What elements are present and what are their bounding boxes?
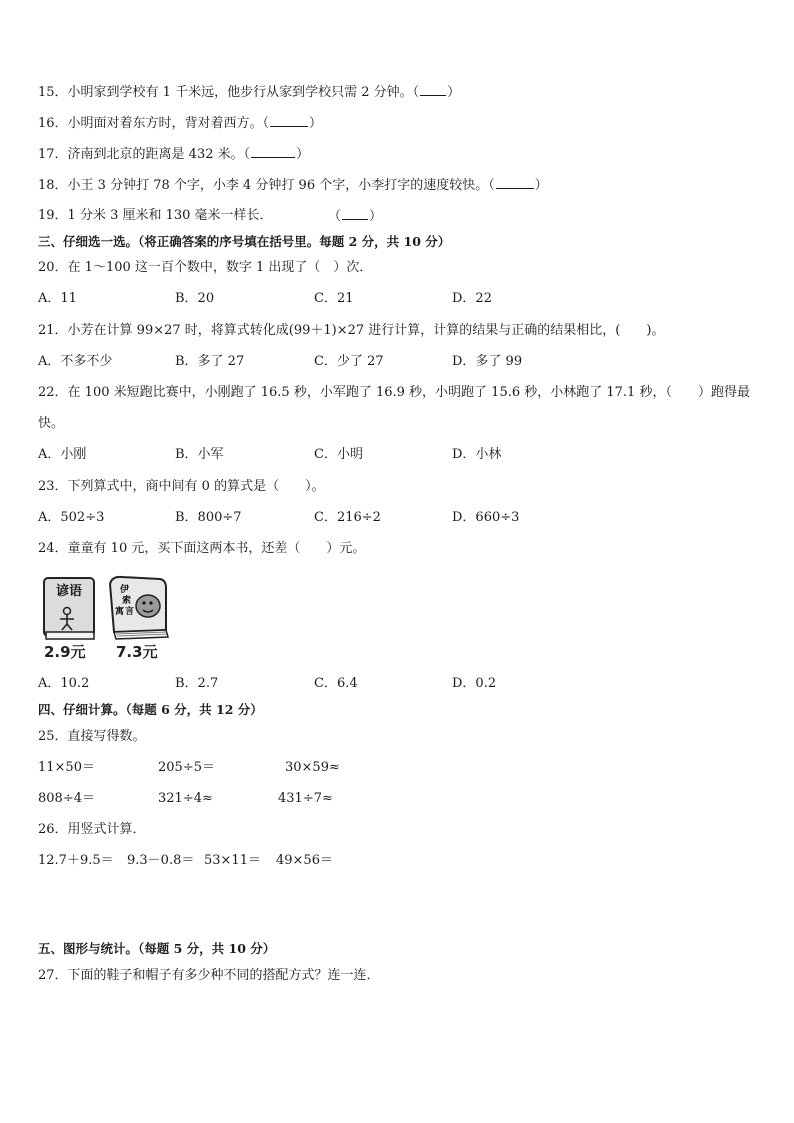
calc-item: 205÷5＝ xyxy=(158,760,215,775)
q22-option-b[interactable]: B．小军 xyxy=(175,447,224,462)
question-18-text: 18．小王 3 分钟打 78 个字，小李 4 分钟打 96 个字，小李打字的速度较快。（ xyxy=(38,178,495,193)
question-23-text: 23．下列算式中，商中间有 0 的算式是（ ）。 xyxy=(38,479,325,494)
books-illustration xyxy=(42,574,172,662)
section-4-title: 四、仔细计算。（每题 6 分，共 12 分） xyxy=(38,702,263,717)
q22-option-c[interactable]: C．小明 xyxy=(314,447,363,462)
q24-option-b[interactable]: B．2.7 xyxy=(175,676,219,691)
opening-paren: （ xyxy=(328,209,342,224)
section-3-title: 三、仔细选一选。（将正确答案的序号填在括号里。每题 2 分，共 10 分） xyxy=(38,234,451,249)
q21-option-d[interactable]: D．多了 99 xyxy=(452,354,523,369)
calc-item: 808÷4＝ xyxy=(38,791,95,806)
q24-option-c[interactable]: C．6.4 xyxy=(314,676,358,691)
book-aesop-fables-icon xyxy=(110,577,168,639)
answer-blank[interactable] xyxy=(342,208,368,220)
q21-option-a[interactable]: A．不多不少 xyxy=(38,354,113,369)
q20-option-c[interactable]: C．21 xyxy=(314,291,354,306)
book-2-title-char-2: 索 xyxy=(122,596,132,606)
q20-option-b[interactable]: B．20 xyxy=(175,291,215,306)
question-20-text: 20．在 1～100 这一百个数中，数字 1 出现了（ ）次． xyxy=(38,260,373,275)
question-16 xyxy=(38,115,322,132)
closing-paren: ） xyxy=(369,209,383,224)
calc-item: 30×59≈ xyxy=(285,760,340,775)
vertical-calc-item: 53×11＝ xyxy=(204,853,261,868)
q20-option-d[interactable]: D．22 xyxy=(452,291,492,306)
question-16-text: 16．小明面对着东方时，背对着西方。（ xyxy=(38,116,270,131)
q23-option-d[interactable]: D．660÷3 xyxy=(452,510,520,525)
q21-option-b[interactable]: B．多了 27 xyxy=(175,354,245,369)
book-2-title-char-4: 言 xyxy=(125,607,135,617)
question-17 xyxy=(38,146,309,163)
answer-blank[interactable] xyxy=(270,115,308,127)
q23-option-c[interactable]: C．216÷2 xyxy=(314,510,381,525)
closing-paren: ） xyxy=(309,116,323,131)
book-2-title-char-3: 寓 xyxy=(115,607,125,617)
book-2-title-char-1: 伊 xyxy=(120,585,130,595)
question-15 xyxy=(38,84,460,101)
question-24-text: 24．童童有 10 元，买下面这两本书，还差（ ）元。 xyxy=(38,541,366,556)
question-27-text: 27．下面的鞋子和帽子有多少种不同的搭配方式？连一连． xyxy=(38,968,380,983)
vertical-calc-item: 12.7＋9.5＝ xyxy=(38,853,114,868)
calc-item: 11×50＝ xyxy=(38,760,95,775)
q22-option-d[interactable]: D．小林 xyxy=(452,447,502,462)
q22-option-a[interactable]: A．小刚 xyxy=(38,447,87,462)
question-15-text: 15．小明家到学校有 1 千米远，他步行从家到学校只需 2 分钟。（ xyxy=(38,85,420,100)
question-19-text: 19．1 分米 3 厘米和 130 毫米一样长． xyxy=(38,208,273,223)
closing-paren: ） xyxy=(447,85,461,100)
answer-blank[interactable] xyxy=(251,146,295,158)
question-25-text: 25．直接写得数。 xyxy=(38,729,146,744)
q23-option-a[interactable]: A．502÷3 xyxy=(38,510,105,525)
q24-option-a[interactable]: A．10.2 xyxy=(38,676,90,691)
section-5-title: 五、图形与统计。（每题 5 分，共 10 分） xyxy=(38,941,276,956)
question-19-answer xyxy=(328,208,382,225)
question-18 xyxy=(38,177,548,194)
closing-paren: ） xyxy=(534,178,548,193)
answer-blank[interactable] xyxy=(420,84,446,96)
question-19 xyxy=(38,208,273,224)
book-2-price: 7.3元 xyxy=(116,643,158,661)
q21-option-c[interactable]: C．少了 27 xyxy=(314,354,384,369)
calc-item: 321÷4≈ xyxy=(158,791,213,806)
question-26-text: 26．用竖式计算． xyxy=(38,822,146,837)
question-22-text: 22．在 100 米短跑比赛中，小刚跑了 16.5 秒，小军跑了 16.9 秒，小明跑了 15.6 秒，小林跑了 17.1 秒，（ ）跑得最快。 xyxy=(38,385,750,431)
q23-option-b[interactable]: B．800÷7 xyxy=(175,510,242,525)
book-1-price: 2.9元 xyxy=(44,643,86,661)
q24-option-d[interactable]: D．0.2 xyxy=(452,676,497,691)
answer-blank[interactable] xyxy=(496,177,534,189)
question-21-text: 21．小芳在计算 99×27 时，将算式转化成(99＋1)×27 进行计算，计算的结果与正确的结果相比，( )。 xyxy=(38,323,665,338)
q20-option-a[interactable]: A．11 xyxy=(38,291,77,306)
closing-paren: ） xyxy=(296,147,310,162)
vertical-calc-item: 9.3－0.8＝ xyxy=(127,853,195,868)
book-proverbs-icon xyxy=(44,578,94,639)
book-1-title: 谚语 xyxy=(55,584,83,599)
calc-item: 431÷7≈ xyxy=(278,791,333,806)
question-17-text: 17．济南到北京的距离是 432 米。（ xyxy=(38,147,251,162)
vertical-calc-item: 49×56＝ xyxy=(276,853,333,868)
